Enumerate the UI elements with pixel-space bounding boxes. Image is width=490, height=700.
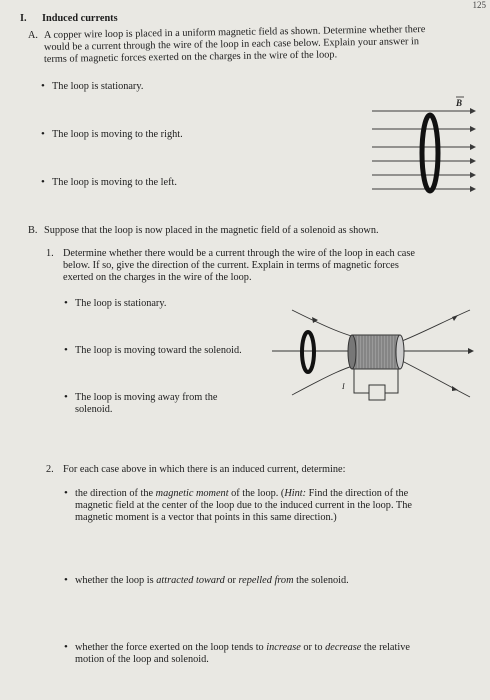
page-number: 125: [472, 0, 486, 10]
bullet-icon: •: [41, 176, 45, 188]
bullet-icon: •: [64, 641, 68, 653]
q2-bullet-1-line-1: the direction of the magnetic moment of the loop. (Hint: Find the direction of the: [75, 488, 409, 499]
q2-bullet-1-line-3: magnetic moment is a vector that points in this same direction.): [75, 512, 337, 523]
bullet-icon: •: [64, 391, 68, 403]
bullet-icon: •: [41, 128, 45, 140]
q1-number: 1.: [46, 248, 54, 259]
part-b-intro: Suppose that the loop is now placed in the magnetic field of a solenoid as shown.: [44, 225, 379, 236]
part-a-bullet-2: The loop is moving to the right.: [52, 129, 183, 140]
q2-number: 2.: [46, 464, 54, 475]
q2-bullet-2: whether the loop is attracted toward or repelled from the solenoid.: [75, 575, 349, 586]
part-a-bullet-1: The loop is stationary.: [52, 81, 144, 92]
q1-line-2: below. If so, give the direction of the current. Explain in terms of magnetic forces: [63, 260, 399, 271]
bullet-icon: •: [64, 487, 68, 499]
current-label: I: [342, 382, 345, 391]
loop-near-solenoid: [302, 332, 314, 372]
q2-intro: For each case above in which there is an induced current, determine:: [63, 464, 346, 475]
q1-bullet-3-line-1: The loop is moving away from the: [75, 392, 218, 403]
part-a-bullet-3: The loop is moving to the left.: [52, 177, 177, 188]
solenoid-figure: [272, 305, 482, 415]
q2-bullet-3-line-1: whether the force exerted on the loop tends to increase or to decrease the relative: [75, 642, 410, 653]
q1-line-3: exerted on the charges in the wire of the loop.: [63, 272, 252, 283]
part-b-letter: B.: [28, 225, 38, 236]
q1-bullet-1: The loop is stationary.: [75, 298, 167, 309]
section-title: Induced currents: [42, 13, 118, 24]
uniform-field-figure: [360, 95, 490, 205]
q1-line-1: Determine whether there would be a current through the wire of the loop in each case: [63, 248, 415, 259]
part-a-line-2: would be a current through the wire of the loop in each case below. Explain your answer in: [43, 36, 420, 53]
bullet-icon: •: [64, 344, 68, 356]
bullet-icon: •: [64, 574, 68, 586]
bullet-icon: •: [41, 80, 45, 92]
bullet-icon: •: [64, 297, 68, 309]
q1-bullet-3-line-2: solenoid.: [75, 404, 113, 415]
part-a-line-1: A copper wire loop is placed in a uniform magnetic field as shown. Determine whether there: [43, 24, 426, 41]
q1-bullet-2: The loop is moving toward the solenoid.: [75, 345, 242, 356]
part-a-line-3: terms of magnetic forces exerted on the charges in the wire of the loop.: [43, 49, 338, 65]
part-a-letter: A.: [28, 30, 39, 41]
section-number: I.: [20, 13, 27, 24]
copper-loop: [422, 115, 438, 191]
field-label-b: B: [456, 98, 463, 108]
q2-bullet-1-line-2: magnetic field at the center of the loop due to the induced current in the loop. The: [75, 500, 412, 511]
q2-bullet-3-line-2: motion of the loop and solenoid.: [75, 654, 209, 665]
